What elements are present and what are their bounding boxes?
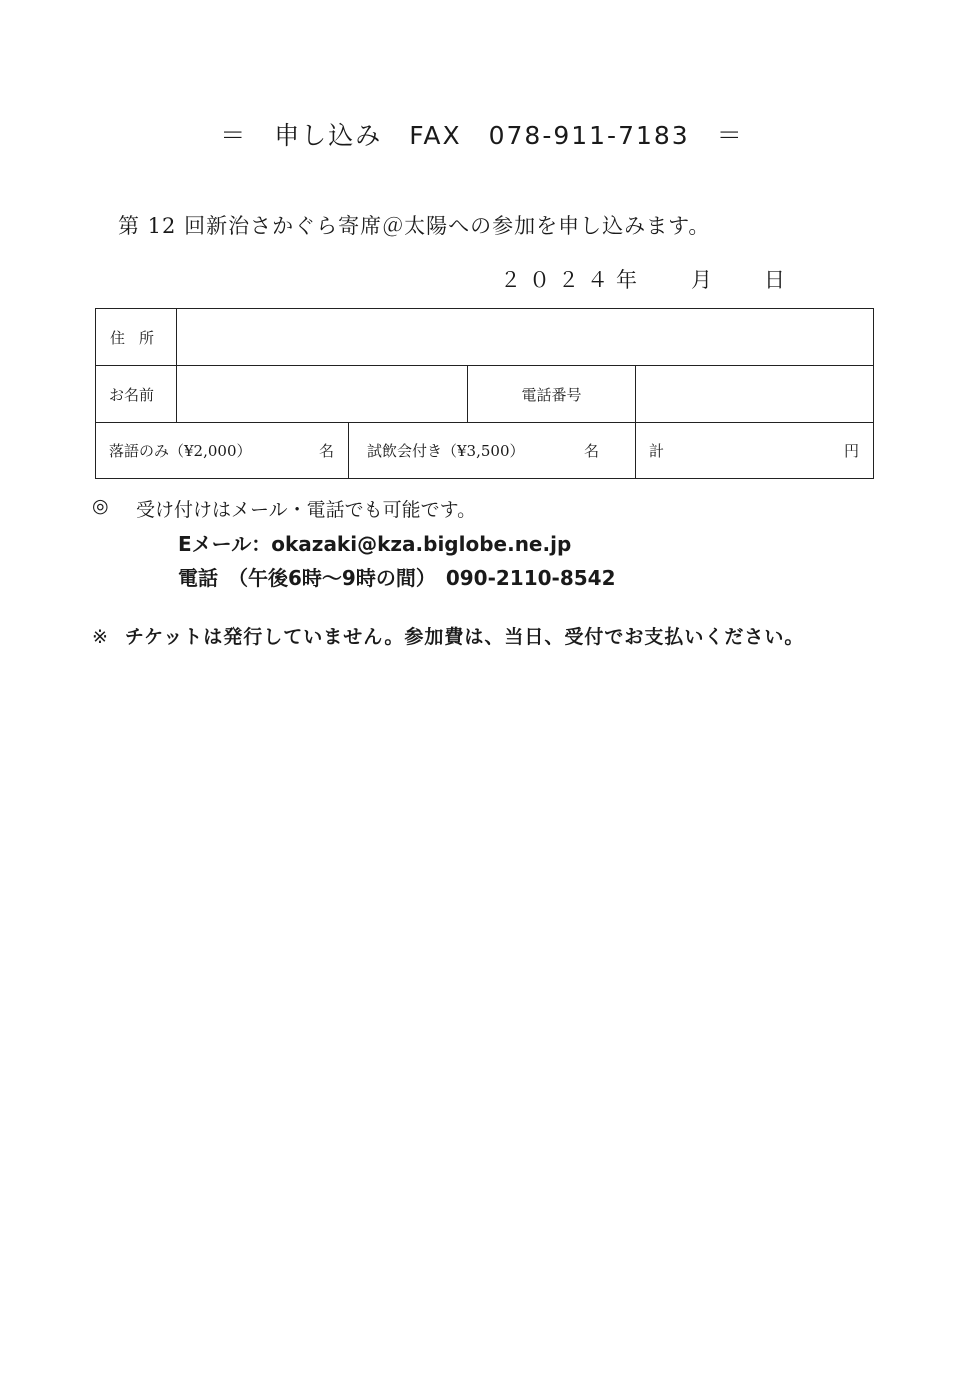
phone-label: 電話番号 [467,366,635,422]
contact-note-text: 受け付けはメール・電話でも可能です。 [136,499,477,521]
contact-phone: 電話 （午後6時～9時の間） 090-2110-8542 [178,566,616,590]
double-circle-icon: ◎ [92,495,109,517]
intro-text: 第 12 回新治さかぐら寄席＠太陽への参加を申し込みます。 [118,214,711,238]
total-field[interactable] [635,423,873,478]
application-form-table [95,308,874,479]
contact-email: Eメール：okazaki@kza.biglobe.ne.jp [178,532,572,556]
date-year: ２０２４年 [500,268,645,292]
address-label: 住所 [110,328,169,347]
rakugo-price: （¥2,000） [169,442,252,460]
name-phone-row [96,366,873,423]
tasting-unit: 名 [583,442,599,460]
rakugo-label: 落語のみ [109,442,170,460]
date-day: 日 [764,268,785,292]
tasting-label: 試飲会付き [367,442,443,460]
tasting-price: （¥3,500） [442,442,525,460]
date-month: 月 [691,268,712,292]
phone-field[interactable] [635,366,873,422]
tickets-row [96,423,873,478]
name-field[interactable] [176,366,467,422]
rakugo-only-field[interactable] [96,423,348,478]
reference-mark-icon: ※ [92,626,109,648]
fax-heading: ＝ 申し込み FAX 078-911-7183 ＝ [220,121,744,150]
total-label: 計 [649,442,665,460]
date-line [500,264,785,294]
tasting-field[interactable] [348,423,635,478]
total-unit: 円 [843,442,859,460]
name-label: お名前 [109,385,155,404]
address-field[interactable] [176,309,873,365]
ticket-notice-text: チケットは発行していません。参加費は、当日、受付でお支払いください。 [124,626,805,648]
address-row [96,309,873,366]
rakugo-unit: 名 [318,442,334,460]
ticket-notice [92,622,804,649]
